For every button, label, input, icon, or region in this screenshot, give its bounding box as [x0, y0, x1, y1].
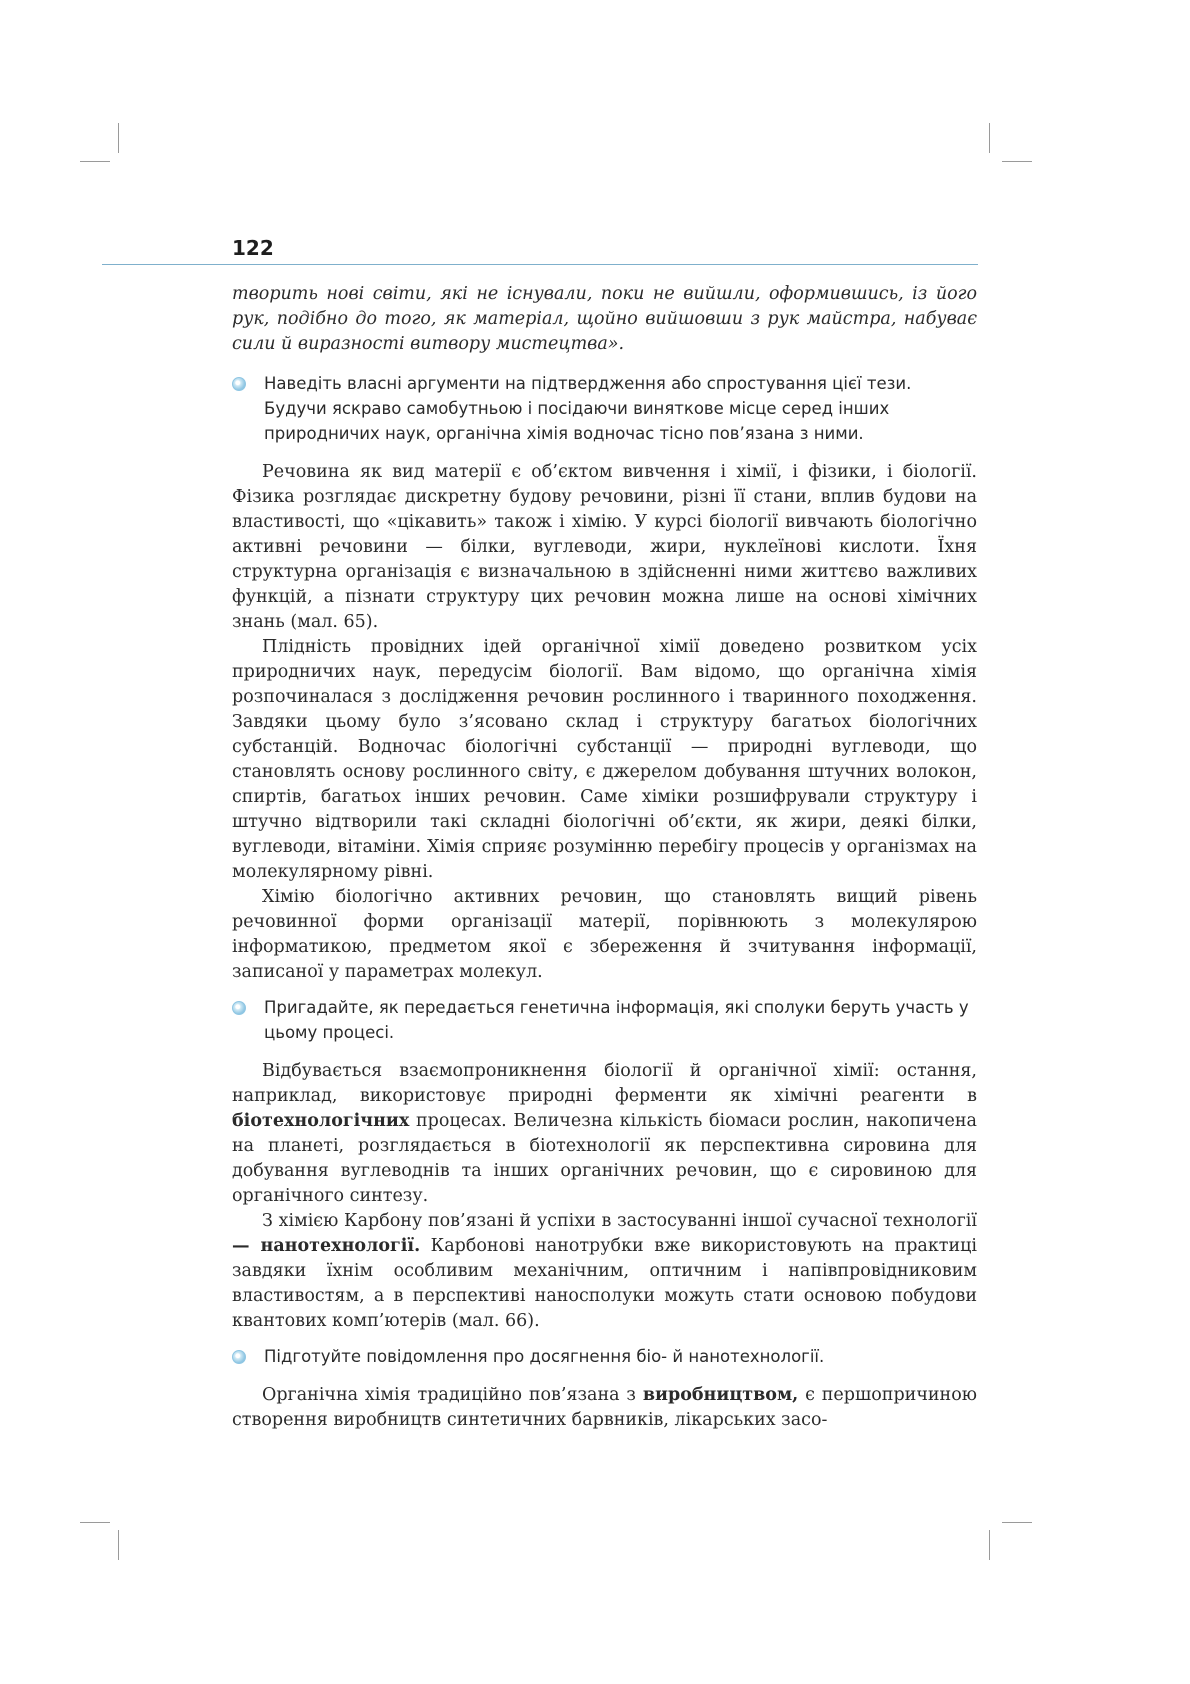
task-question-1-continuation: Будучи яскраво самобутньою і посідаючи виняткове місце серед інших природничих наук, органічна хімія водночас тісно пов’язана з ними.	[264, 399, 890, 443]
crop-mark-bottom-left-horizontal	[80, 1522, 110, 1523]
paragraph-4-text-b: процесах. Величезна кількість біомаси рослин, накопичена на планеті, розглядається в біотехнології як перспективна сировина для добування вуглеводнів та інших органічних речовин, що є сировиною для органічного синтезу.	[232, 1111, 977, 1206]
task-question-1	[232, 371, 977, 446]
page-content	[232, 282, 977, 1433]
task-question-1-text: Наведіть власні аргументи на підтвердження або спростування цієї тези.	[264, 374, 912, 393]
task-question-2-text: Пригадайте, як передається генетична інформація, які сполуки беруть участь у цьому процесі.	[264, 998, 969, 1042]
header-rule	[102, 264, 978, 265]
term-nanotechnology: — нанотехнології.	[232, 1236, 421, 1256]
paragraph-1: Речовина як вид матерії є об’єктом вивчення і хімії, і фізики, і біології. Фізика розглядає дискретну будову речовини, різні її стани, вплив будови на властивості, що «цікавить» також і хімію. У курсі біології вивчають біологічно активні речовини — білки, вуглеводи, жири, нуклеїнові кислоти. Їхня структурна організація є визначальною в здійсненні ними життєво важливих функцій, а пізнати структуру цих речовин можна лише на основі хімічних знань (мал. 65).	[232, 462, 977, 632]
crop-mark-bottom-right-horizontal	[1002, 1522, 1032, 1523]
crop-mark-top-right-vertical	[989, 123, 990, 153]
task-question-3-text: Підготуйте повідомлення про досягнення біо- й нанотехнології.	[264, 1347, 825, 1366]
term-production: виробництвом,	[642, 1385, 799, 1405]
crop-mark-bottom-left-vertical	[118, 1530, 119, 1560]
blue-circle-icon	[232, 1350, 246, 1364]
paragraph-5-text-b: Карбонові нанотрубки вже використовують на практиці завдяки їхнім особливим механічним, оптичним і напівпровідниковим властивостям, а в перспективі наносполуки можуть стати основою побудови квантових комп’ютерів (мал. 66).	[232, 1236, 977, 1331]
paragraph-5	[232, 1209, 977, 1334]
blue-circle-icon	[232, 1001, 246, 1015]
task-question-2	[232, 995, 977, 1045]
crop-mark-top-left-horizontal	[80, 161, 110, 162]
paragraph-4	[232, 1059, 977, 1209]
paragraph-6-text-b: є першопричиною створення виробництв синтетичних барвників, лікарських засо-	[232, 1385, 977, 1430]
paragraph-6-text-a: Органічна хімія традиційно пов’язана з	[262, 1385, 643, 1405]
task-question-3	[232, 1344, 977, 1369]
paragraph-5-text-a: З хімією Карбону пов’язані й успіхи в застосуванні іншої сучасної технології	[262, 1211, 977, 1231]
paragraph-3: Хімію біологічно активних речовин, що становлять вищий рівень речовинної форми організації матерії, порівнюють з молекулярою інформатикою, предметом якої є збереження й зчитування інформації, записаної у параметрах молекул.	[232, 887, 977, 982]
crop-mark-top-right-horizontal	[1002, 161, 1032, 162]
crop-mark-top-left-vertical	[118, 123, 119, 153]
blue-circle-icon	[232, 377, 246, 391]
crop-mark-bottom-right-vertical	[989, 1530, 990, 1560]
quote-continuation: творить нові світи, які не існували, поки не вийшли, оформившись, із його рук, подібно до того, як матеріал, щойно вийшовши з рук майстра, набуває сили й виразності витвору мистецтва».	[232, 284, 977, 354]
paragraph-4-text-a: Відбувається взаємопроникнення біології й органічної хімії: остання, наприклад, використовує природні ферменти як хімічні реагенти в	[232, 1061, 977, 1106]
term-biotechnology: біотехнологічних	[232, 1111, 410, 1131]
paragraph-6	[232, 1383, 977, 1433]
paragraph-2: Плідність провідних ідей органічної хімії доведено розвитком усіх природничих наук, передусім біології. Вам відомо, що органічна хімія розпочиналася з дослідження речовин рослинного і тваринного походження. Завдяки цьому було з’ясовано склад і структуру багатьох біологічних субстанцій. Водночас біологічні субстанції — природні вуглеводи, що становлять основу рослинного світу, є джерелом добування штучних волокон, спиртів, багатьох інших речовин. Саме хіміки розшифрували структуру і штучно відтворили такі складні біологічні об’єкти, як жири, деякі білки, вуглеводи, вітаміни. Хімія сприяє розумінню перебігу процесів у організмах на молекулярному рівні.	[232, 637, 977, 882]
page-number: 122	[232, 236, 274, 260]
